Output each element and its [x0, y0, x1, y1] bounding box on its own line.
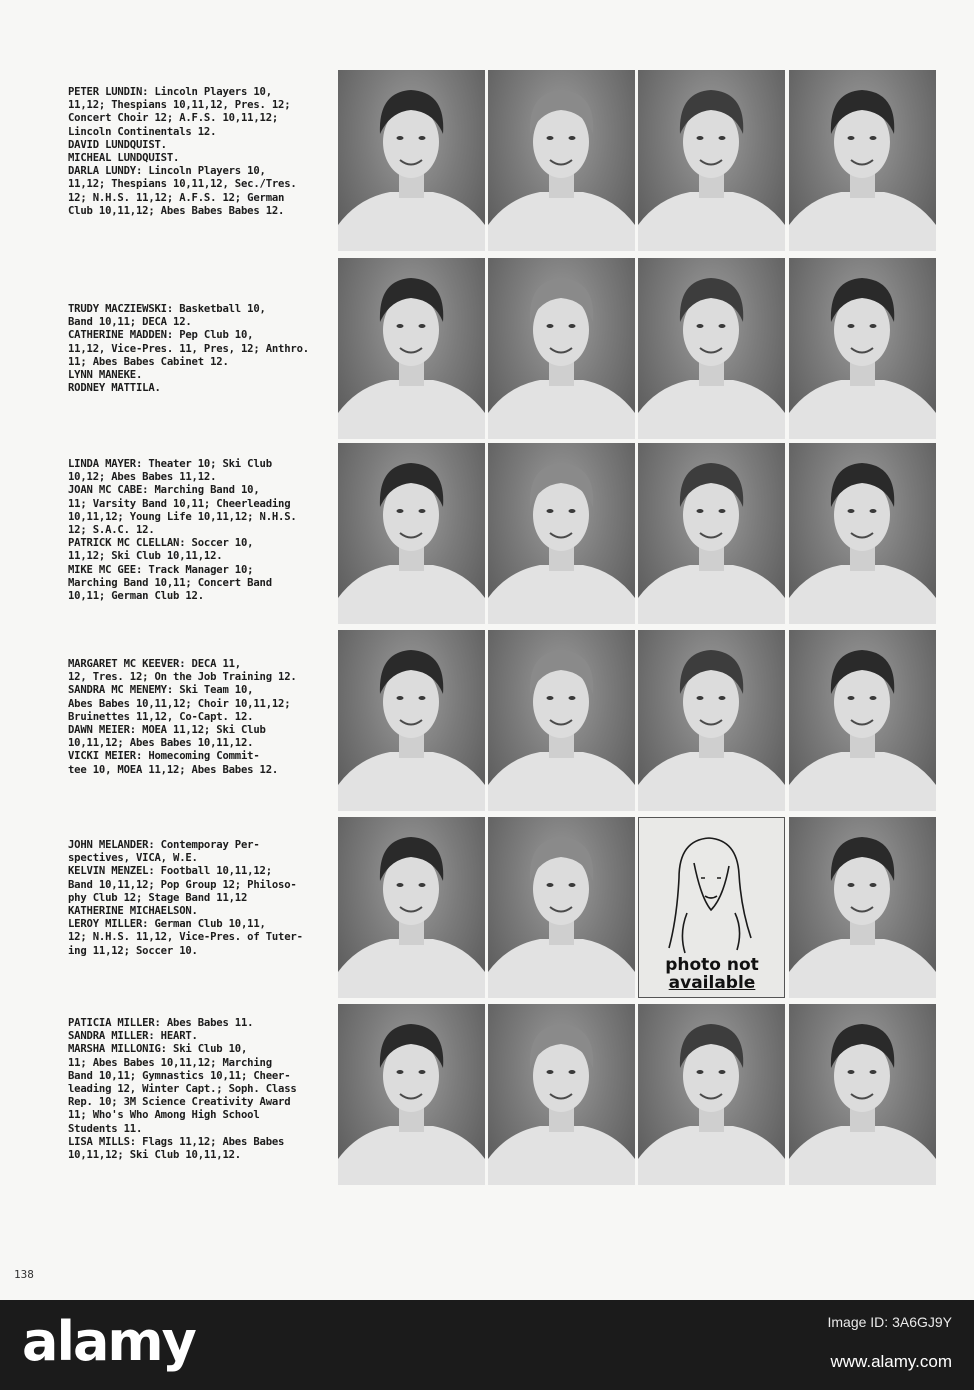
alamy-logo: alamy [22, 1310, 195, 1373]
portrait-silhouette [638, 630, 785, 811]
student-portrait-photo [789, 70, 936, 251]
caption-line: SANDRA MC MENEMY: Ski Team 10, [68, 684, 254, 697]
portrait-silhouette [338, 70, 485, 251]
student-portrait-photo [789, 1004, 936, 1185]
caption-line: LEROY MILLER: German Club 10,11, [68, 918, 266, 931]
caption-line: 11; Varsity Band 10,11; Cheerleading [68, 497, 291, 510]
caption-line: MICHEAL LUNDQUIST. [68, 152, 180, 165]
caption-line: MARGARET MC KEEVER: DECA 11, [68, 658, 241, 670]
caption-line: Band 10,11,12; Pop Group 12; Philoso- [68, 878, 297, 891]
caption-line: 12; N.H.S. 11,12, Vice-Pres. of Tuter- [68, 931, 303, 944]
student-portrait-photo [789, 258, 936, 439]
caption-row-5 [68, 839, 330, 958]
caption-line: MIKE MC GEE: Track Manager 10; [68, 563, 254, 576]
caption-line: 11; Who's Who Among High School [68, 1109, 260, 1122]
portrait-silhouette [338, 258, 485, 439]
portrait-silhouette [789, 70, 936, 251]
student-portrait-photo [488, 630, 635, 811]
caption-line: LINDA MAYER: Theater 10; Ski Club [68, 458, 272, 470]
caption-line: Marching Band 10,11; Concert Band [68, 576, 272, 589]
student-portrait-photo [638, 443, 785, 624]
student-portrait-photo [638, 258, 785, 439]
portrait-silhouette [488, 70, 635, 251]
caption-line: 11,12; Thespians 10,11,12, Pres. 12; [68, 99, 291, 112]
caption-line: RODNEY MATTILA. [68, 382, 161, 395]
portrait-silhouette [638, 258, 785, 439]
caption-line: PATRICK MC CLELLAN: Soccer 10, [68, 537, 254, 550]
portrait-silhouette [638, 443, 785, 624]
student-portrait-photo [338, 630, 485, 811]
caption-line: leading 12, Winter Capt.; Soph. Class [68, 1083, 297, 1096]
student-portrait-photo [789, 443, 936, 624]
portrait-silhouette [789, 817, 936, 998]
caption-line: Students 11. [68, 1122, 143, 1135]
student-portrait-photo [789, 817, 936, 998]
caption-line: DAWN MEIER: MOEA 11,12; Ski Club [68, 724, 266, 737]
caption-line: 11,12; Thespians 10,11,12, Sec./Tres. [68, 178, 297, 191]
portrait-silhouette [338, 630, 485, 811]
portrait-silhouette [789, 630, 936, 811]
student-portrait-photo [638, 630, 785, 811]
caption-line: 10,12; Abes Babes 11,12. [68, 471, 217, 484]
caption-line: ing 11,12; Soccer 10. [68, 944, 198, 957]
caption-line: Rep. 10; 3M Science Creativity Award [68, 1096, 291, 1109]
caption-line: DAVID LUNDQUIST. [68, 138, 167, 151]
student-portrait-photo [338, 443, 485, 624]
student-portrait-photo [488, 1004, 635, 1185]
portrait-silhouette [789, 258, 936, 439]
student-portrait-photo [338, 1004, 485, 1185]
photo-not-available-label [657, 956, 767, 992]
portrait-silhouette [488, 258, 635, 439]
caption-line: phy Club 12; Stage Band 11,12 [68, 891, 248, 904]
caption-line: 12; S.A.C. 12. [68, 524, 155, 537]
caption-line: 10,11; German Club 12. [68, 590, 204, 603]
portrait-silhouette [338, 817, 485, 998]
caption-line: LYNN MANEKE. [68, 369, 143, 382]
portrait-silhouette [488, 1004, 635, 1185]
student-portrait-photo [638, 1004, 785, 1185]
portrait-silhouette [488, 443, 635, 624]
caption-line: 11; Abes Babes Cabinet 12. [68, 355, 229, 368]
caption-line: Lincoln Continentals 12. [68, 125, 217, 138]
caption-line: LISA MILLS: Flags 11,12; Abes Babes [68, 1135, 285, 1148]
caption-line: SANDRA MILLER: HEART. [68, 1030, 198, 1043]
caption-line: 12; N.H.S. 11,12; A.F.S. 12; German [68, 191, 285, 204]
student-portrait-photo [488, 817, 635, 998]
student-portrait-photo [338, 70, 485, 251]
caption-line: KATHERINE MICHAELSON. [68, 905, 198, 918]
caption-line: tee 10, MOEA 11,12; Abes Babes 12. [68, 763, 279, 776]
caption-line: spectives, VICA, W.E. [68, 852, 198, 865]
caption-line: TRUDY MACZIEWSKI: Basketball 10, [68, 303, 266, 315]
student-portrait-photo [638, 70, 785, 251]
portrait-silhouette [789, 443, 936, 624]
caption-line: JOAN MC CABE: Marching Band 10, [68, 484, 260, 497]
student-portrait-photo [488, 70, 635, 251]
caption-line: MARSHA MILLONIG: Ski Club 10, [68, 1043, 248, 1056]
watermark-footer [0, 1300, 974, 1390]
caption-line: PETER LUNDIN: Lincoln Players 10, [68, 86, 272, 98]
photo-not-available-line1: photo not [665, 955, 759, 975]
portrait-silhouette [488, 817, 635, 998]
site-url: www.alamy.com [830, 1352, 952, 1371]
student-portrait-photo [488, 258, 635, 439]
caption-line: 10,11,12; Young Life 10,11,12; N.H.S. [68, 510, 297, 523]
caption-row-1 [68, 86, 330, 218]
caption-line: Concert Choir 12; A.F.S. 10,11,12; [68, 112, 279, 125]
caption-line: PATICIA MILLER: Abes Babes 11. [68, 1017, 254, 1029]
photo-not-available-placeholder [638, 817, 785, 998]
photo-not-available-line2: available [668, 973, 756, 993]
caption-line: Abes Babes 10,11,12; Choir 10,11,12; [68, 697, 291, 710]
caption-line: Club 10,11,12; Abes Babes Babes 12. [68, 204, 285, 217]
caption-line: DARLA LUNDY: Lincoln Players 10, [68, 165, 266, 178]
portrait-silhouette [638, 1004, 785, 1185]
caption-line: 10,11,12; Abes Babes 10,11,12. [68, 737, 254, 750]
student-portrait-photo [789, 630, 936, 811]
caption-line: VICKI MEIER: Homecoming Commit- [68, 750, 260, 763]
caption-line: Bruinettes 11,12, Co-Capt. 12. [68, 710, 254, 723]
image-id-label: Image ID: 3A6GJ9Y [827, 1314, 952, 1330]
student-portrait-photo [488, 443, 635, 624]
caption-row-3 [68, 458, 330, 603]
caption-line: JOHN MELANDER: Contemporay Per- [68, 839, 260, 851]
portrait-silhouette [789, 1004, 936, 1185]
portrait-silhouette [338, 443, 485, 624]
caption-line: 11; Abes Babes 10,11,12; Marching [68, 1056, 272, 1069]
caption-line: 11,12; Ski Club 10,11,12. [68, 550, 223, 563]
portrait-silhouette [638, 70, 785, 251]
page-number: 138 [14, 1268, 34, 1281]
caption-line: 10,11,12; Ski Club 10,11,12. [68, 1149, 241, 1162]
portrait-silhouette [488, 630, 635, 811]
student-portrait-photo [338, 258, 485, 439]
caption-line: KELVIN MENZEL: Football 10,11,12; [68, 865, 272, 878]
caption-line: Band 10,11; DECA 12. [68, 316, 192, 329]
portrait-silhouette [338, 1004, 485, 1185]
caption-row-4 [68, 658, 330, 777]
caption-line: 12, Tres. 12; On the Job Training 12. [68, 671, 297, 684]
caption-row-6 [68, 1017, 330, 1162]
caption-line: Band 10,11; Gymnastics 10,11; Cheer- [68, 1069, 291, 1082]
caption-line: CATHERINE MADDEN: Pep Club 10, [68, 329, 254, 342]
student-portrait-photo [338, 817, 485, 998]
caption-row-2 [68, 303, 330, 395]
caption-line: 11,12, Vice-Pres. 11, Pres, 12; Anthro. [68, 342, 309, 355]
